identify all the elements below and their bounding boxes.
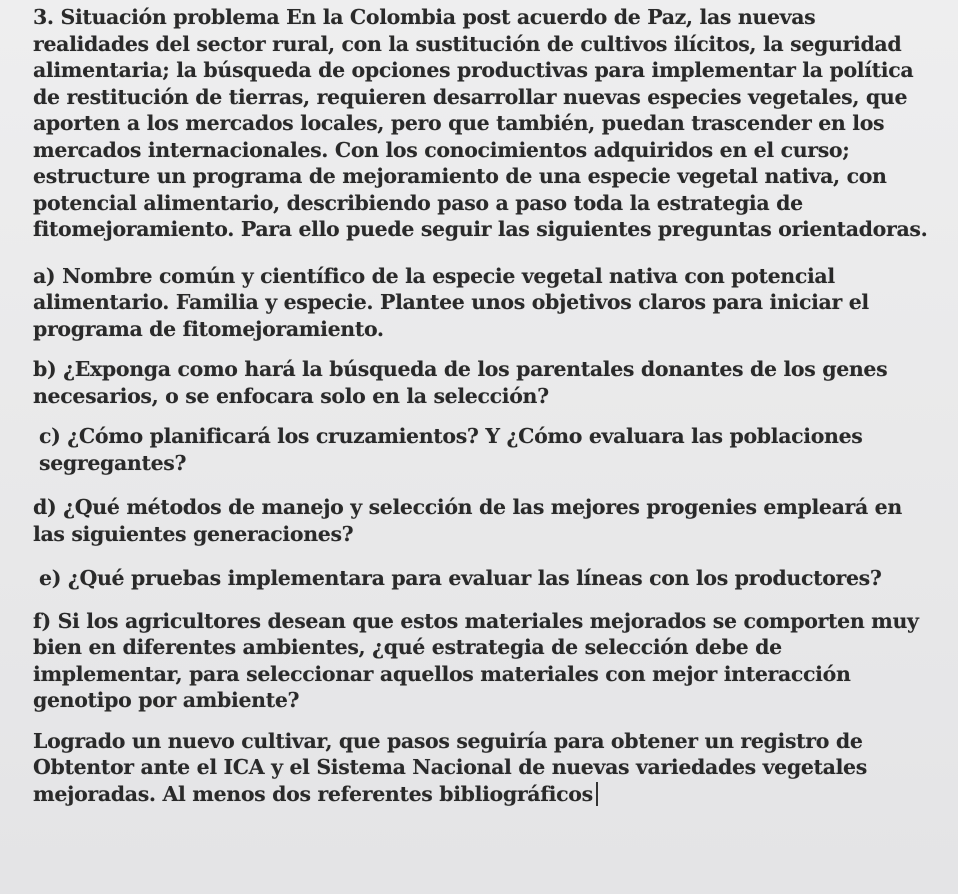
text-cursor (596, 782, 598, 806)
registration-text: Logrado un nuevo cultivar, que pasos seguiría para obtener un registro de Obtentor ante el ICA y el Sistema Nacional de nuevas variedades vegetales mejoradas. Al menos dos referentes bibliográficos (33, 728, 867, 806)
question-d: d) ¿Qué métodos de manejo y selección de las mejores progenies empleará en las siguientes generaciones? (33, 495, 902, 546)
question-e: e) ¿Qué pruebas implementara para evaluar las líneas con los productores? (39, 566, 882, 590)
question-a: a) Nombre común y científico de la especie vegetal nativa con potencial alimentario. Familia y especie. Plantee unos objetivos claros para iniciar el programa de fitomejoramiento. (33, 263, 869, 341)
question-c: c) ¿Cómo planificará los cruzamientos? Y ¿Cómo evaluara las poblaciones segregantes? (39, 424, 863, 475)
registration-question[interactable] (33, 728, 930, 808)
question-b: b) ¿Exponga como hará la búsqueda de los parentales donantes de los genes necesarios, o se enfocara solo en la selección? (33, 357, 888, 408)
question-f: f) Si los agricultores desean que estos materiales mejorados se comporten muy bien en diferentes ambientes, ¿qué estrategia de selección debe de implementar, para seleccionar aquellos materiales con mejor interacción genotipo por ambiente? (33, 608, 919, 712)
problem-statement: 3. Situación problema En la Colombia post acuerdo de Paz, las nuevas realidades del sector rural, con la sustitución de cultivos ilícitos, la seguridad alimentaria; la búsqueda de opciones productivas para implementar la política de restitución de tierras, requieren desarrollar nuevas especies vegetales, que aporten a los mercados locales, pero que también, puedan trascender en los mercados internacionales. Con los conocimientos adquiridos en el curso; estructure un programa de mejoramiento de una especie vegetal nativa, con potencial alimentario, describiendo paso a paso toda la estrategia de fitomejoramiento. Para ello puede seguir las siguientes preguntas orientadoras. (33, 5, 928, 241)
